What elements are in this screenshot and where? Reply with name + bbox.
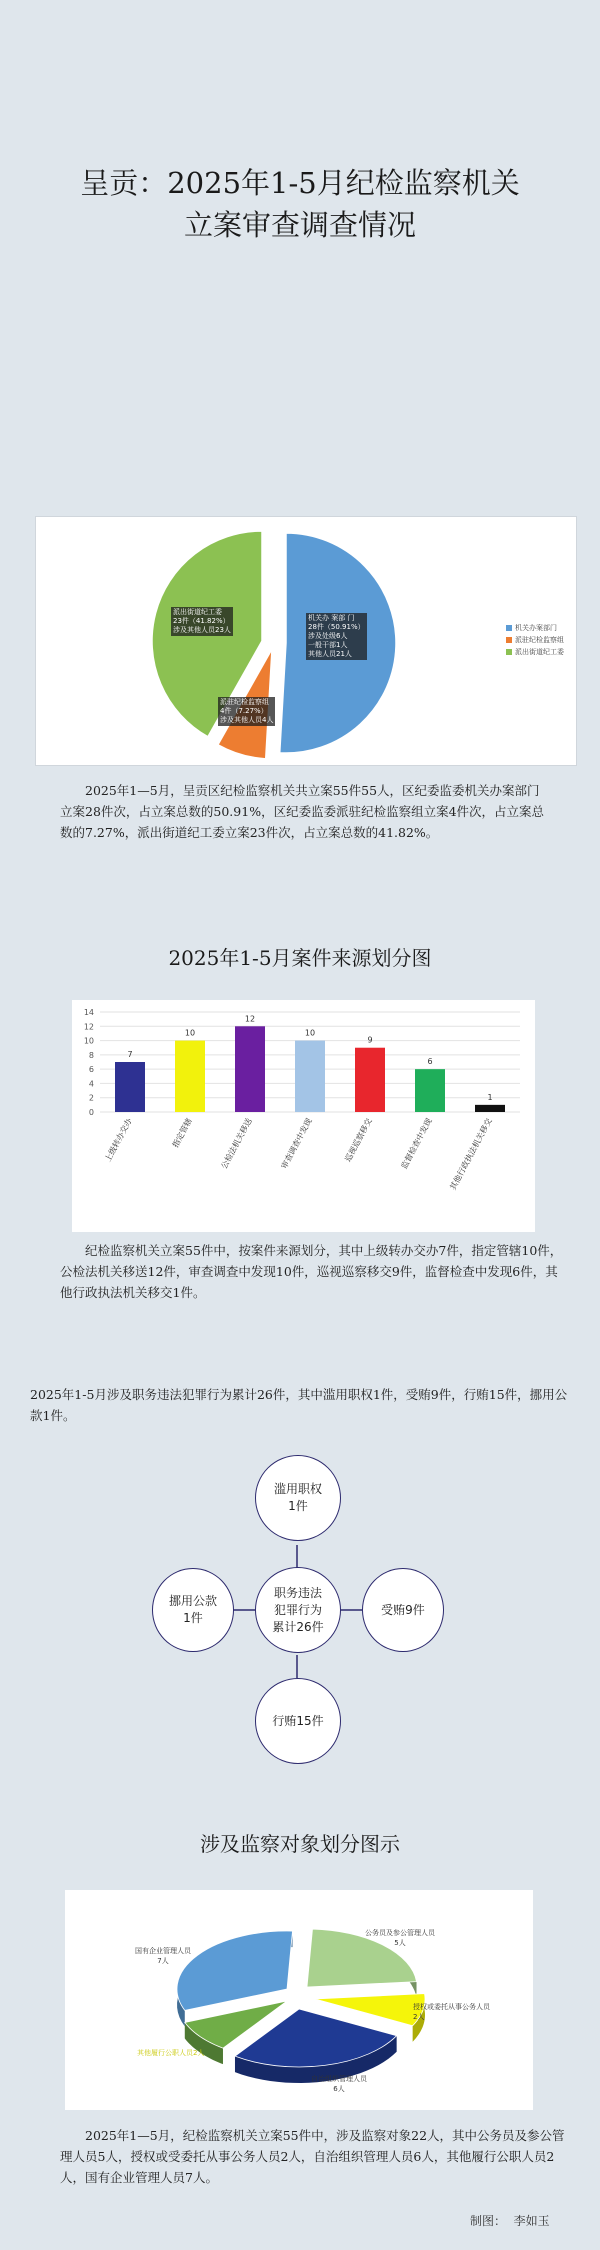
y-tick-label: 8 [88,1050,94,1060]
x-tick-label: 监督检查中发现 [399,1116,434,1171]
y-tick-label: 2 [88,1093,94,1103]
pie2-label-soe: 国有企业管理人员 7人 [135,1947,191,1965]
bar-value-label: 6 [427,1057,433,1067]
summary-paragraph-1: 2025年1—5月，呈贡区纪检监察机关共立案55件55人，区纪委监委机关办案部门立案28件次，占立案总数的50.91%，区纪委监委派驻纪检监察组立案4件次，占立案总数的7.27%，派出街道纪工委立案23件次，占立案总数的41.82%。 [60,783,545,840]
pie-slice [177,1931,292,2010]
y-tick-label: 0 [88,1108,94,1117]
y-tick-label: 14 [83,1008,94,1017]
pie1-label-blue: 机关办 案部 门 28件（50.91%） 涉及处级6人 一般干部1人 其他人员21人 [308,614,365,658]
summary-paragraph-3: 2025年1-5月涉及职务违法犯罪行为累计26件，其中滥用职权1件，受贿9件，行贿15件，挪用公款1件。 [30,1387,568,1423]
node-abuse-of-power: 滥用职权 1件 [255,1455,341,1541]
footer-credit: 制图： 李如玉 [470,2214,550,2228]
page-title [0,162,600,246]
bar [175,1041,205,1112]
node-bribery-received: 受贿9件 [362,1568,444,1652]
bar-chart-panel [72,1000,535,1232]
x-tick-label: 公检法机关移送 [219,1116,254,1171]
pie-chart-2-title: 涉及监察对象划分图示 [200,1832,400,1856]
bar [235,1026,265,1112]
bar [295,1041,325,1112]
title-line-1: 呈贡：2025年1-5月纪检监察机关 [80,166,520,200]
bar-chart [72,1000,535,1232]
pie2-label-autonomy: 自治组织管理人员 6人 [311,2075,367,2093]
bar [415,1069,445,1112]
pie2-label-other: 其他履行公职人员2人 [137,2049,205,2057]
node-embezzlement: 挪用公款 1件 [152,1568,234,1652]
pie2-label-civil: 公务员及参公管理人员 5人 [365,1929,435,1947]
x-tick-label: 审查调查中发现 [279,1116,314,1171]
y-tick-label: 6 [88,1065,94,1075]
bar-value-label: 9 [367,1035,373,1045]
legend-item: 机关办案部门 [506,623,564,633]
bar-value-label: 10 [184,1028,196,1038]
pie-chart-panel-2 [65,1890,533,2110]
pie1-label-orange: 派驻纪检监察组 4件（7.27%） 涉及其他人员4人 [220,698,274,724]
bar-value-label: 10 [304,1028,316,1038]
summary-paragraph-4: 2025年1—5月，纪检监察机关立案55件中，涉及监察对象22人，其中公务员及参公管理人员5人，授权或受委托从事公务人员2人，自治组织管理人员6人，其他履行公职人员2人，国有企业管理人员7人。 [60,2128,565,2185]
bar-value-label: 12 [244,1014,256,1024]
x-tick-label: 巡视巡察移交 [343,1116,374,1164]
bar [475,1105,505,1112]
bar [115,1062,145,1112]
pie2-label-authorized: 授权或委托从事公务人员 2人 [413,2003,490,2021]
y-tick-label: 4 [88,1079,94,1089]
bar-chart-title: 2025年1-5月案件来源划分图 [168,946,432,970]
y-tick-label: 12 [83,1022,94,1032]
node-center-total: 职务违法 犯罪行为 累计26件 [255,1567,341,1653]
pie-chart-panel-1 [35,516,577,766]
x-tick-label: 上级转办交办 [103,1116,134,1164]
legend-item: 派出街道纪工委 [506,647,564,657]
bar-value-label: 7 [127,1050,133,1059]
pie-chart-2 [65,1890,533,2110]
x-tick-label: 指定管辖 [170,1116,194,1150]
summary-paragraph-2: 纪检监察机关立案55件中，按案件来源划分，其中上级转办交办7件，指定管辖10件，公检法机关移送12件，审查调查中发现10件，巡视巡察移交9件，监督检查中发现6件，其他行政执法机关移交1件。 [60,1243,563,1300]
pie1-label-green: 派出街道纪工委 23件（41.82%） 涉及其他人员23人 [173,608,231,634]
legend-item: 派驻纪检监察组 [506,635,564,645]
pie1-legend [506,623,564,659]
x-tick-label: 其他行政执法机关移交 [448,1116,494,1192]
bar-value-label: 1 [487,1092,493,1102]
node-bribery-given: 行贿15件 [255,1678,341,1764]
y-tick-label: 10 [83,1036,94,1046]
title-line-2: 立案审查调查情况 [183,208,416,242]
bar [355,1048,385,1112]
